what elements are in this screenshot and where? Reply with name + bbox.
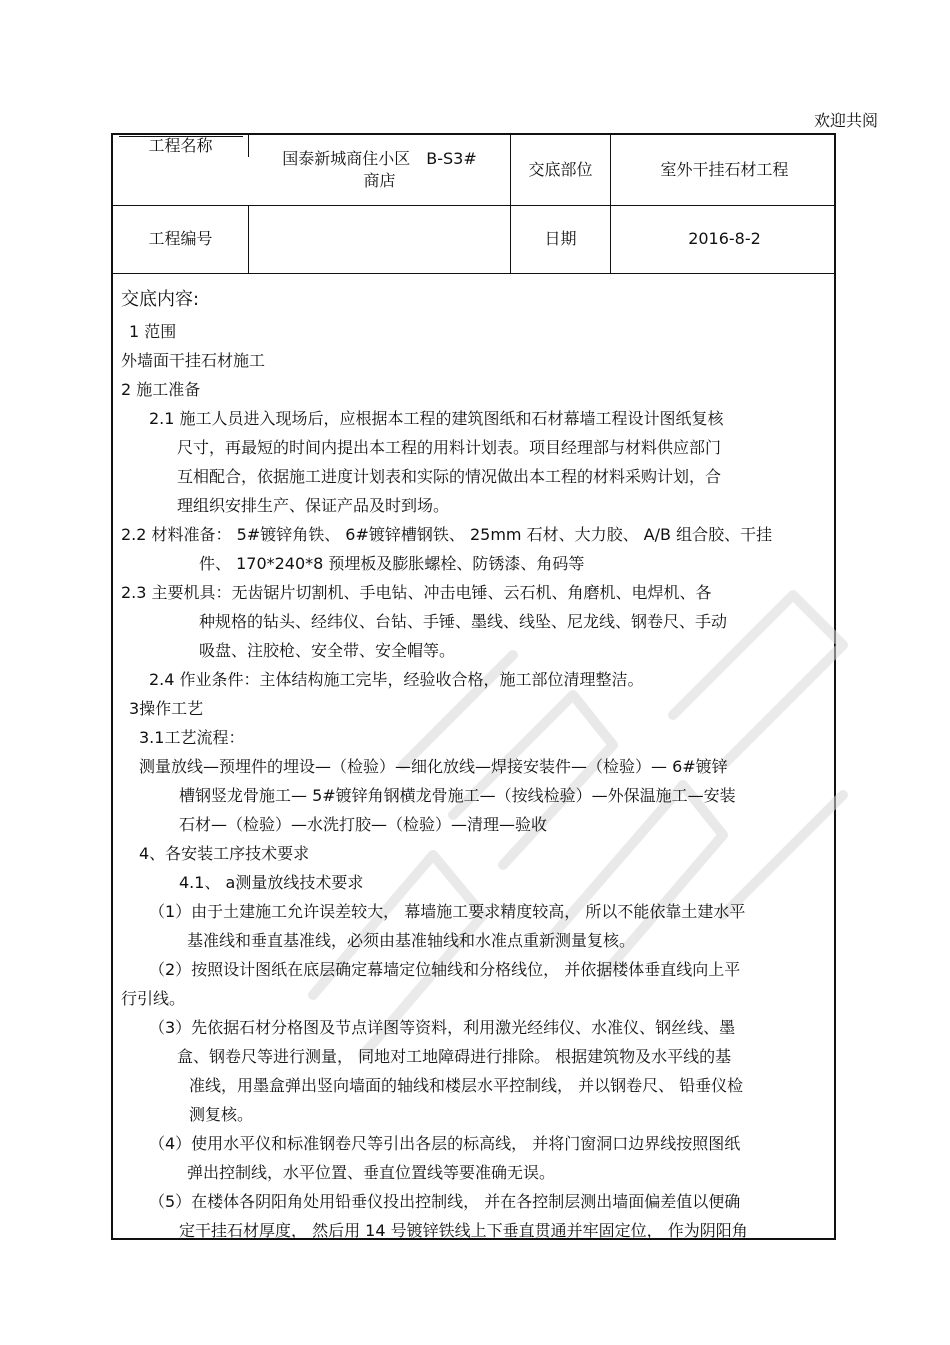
project-name-value-line2: 商店: [363, 171, 396, 190]
content-line: 吸盘、注胶枪、安全带、安全帽等。: [199, 641, 456, 660]
content-line: 外墙面干挂石材施工: [121, 351, 266, 370]
content-line: 准线，用墨盒弹出竖向墙面的轴线和楼层水平控制线， 并以钢卷尺、 铅垂仪检: [189, 1076, 744, 1095]
content-line: 2.4 作业条件：主体结构施工完毕，经验收合格，施工部位清理整洁。: [149, 670, 644, 689]
content-line: 2.1 施工人员进入现场后，应根据本工程的建筑图纸和石材幕墙工程设计图纸复核: [149, 409, 724, 428]
project-number-value: [249, 205, 511, 273]
content-line: 4、各安装工序技术要求: [139, 844, 310, 863]
date-label: 日期: [511, 205, 611, 273]
project-name-label: 工程名称: [148, 136, 213, 155]
content-line: （2）按照设计图纸在底层确定幕墙定位轴线和分格线位， 并依据楼体垂直线向上平: [149, 960, 741, 979]
content-line: 2 施工准备: [121, 380, 201, 399]
content-line: 尺寸，再最短的时间内提出本工程的用料计划表。项目经理部与材料供应部门: [177, 438, 722, 457]
content-line: 种规格的钻头、经纬仪、台钻、手锤、墨线、线坠、尼龙线、钢卷尺、手动: [199, 612, 728, 631]
content-line: 定干挂石材厚度， 然后用 14 号镀锌铁线上下垂直贯通并牢固定位， 作为阴阳角: [179, 1221, 748, 1240]
content-line: 测量放线—预埋件的埋设—（检验）—细化放线—焊接安装件—（检验）— 6#镀锌: [139, 757, 728, 776]
content-line: 件、 170*240*8 预埋板及膨胀螺栓、防锈漆、角码等: [199, 554, 585, 573]
content-line: （1）由于土建施工允许误差较大， 幕墙施工要求精度较高， 所以不能依靠土建水平: [149, 902, 746, 921]
content-line: （4）使用水平仪和标准钢卷尺等引出各层的标高线， 并将门窗洞口边界线按照图纸: [149, 1134, 741, 1153]
content-line: 测复核。: [189, 1105, 254, 1124]
disclosure-part-label: 交底部位: [511, 135, 611, 205]
content-line: 行引线。: [121, 989, 186, 1008]
content-line: 2.3 主要机具：无齿锯片切割机、手电钻、冲击电锤、云石机、角磨机、电焊机、各: [121, 583, 712, 602]
content-line: 槽钢竖龙骨施工— 5#镀锌角钢横龙骨施工—（按线检验）—外保温施工—安装: [179, 786, 736, 805]
content-line: 弹出控制线，水平位置、垂直位置线等要准确无误。: [187, 1163, 556, 1182]
disclosure-part-value: 室外干挂石材工程: [660, 160, 789, 179]
content-line: 3.1工艺流程：: [139, 728, 245, 747]
project-name-label-cell: [113, 135, 249, 157]
disclosure-content: [113, 275, 834, 1238]
content-line: 石材—（检验）—水洗打胶—（检验）—清理—验收: [179, 815, 548, 834]
header-note: 欢迎共阅: [813, 111, 878, 130]
content-line: 理组织安排生产、保证产品及时到场。: [177, 496, 450, 515]
content-line: 盒、钢卷尺等进行测量， 同地对工地障碍进行排除。 根据建筑物及水平线的基: [177, 1047, 732, 1066]
disclosure-sheet: [111, 133, 836, 1240]
label-underline: [119, 136, 243, 137]
table-row-1: [113, 135, 834, 206]
content-line: 互相配合，依据施工进度计划表和实际的情况做出本工程的材料采购计划，合: [177, 467, 722, 486]
project-number-label: 工程编号: [113, 205, 249, 273]
content-line: 1 范围: [129, 322, 177, 341]
date-value: 2016-8-2: [688, 229, 761, 248]
content-line: 2.2 材料准备： 5#镀锌角铁、 6#镀锌槽钢铁、 25mm 石材、大力胶、 A/B 组合胶、干挂: [121, 525, 773, 544]
table-row-2: [113, 205, 834, 274]
content-heading: 交底内容:: [121, 289, 200, 310]
content-line: （5）在楼体各阴阳角处用铅垂仪投出控制线， 并在各控制层测出墙面偏差值以便确: [149, 1192, 741, 1211]
content-line: 基准线和垂直基准线，必须由基准轴线和水准点重新测量复核。: [187, 931, 636, 950]
project-name-value-cell: [249, 135, 511, 205]
content-line: 3操作工艺: [129, 699, 204, 718]
project-name-value-line1: 国泰新城商住小区 B-S3#: [282, 149, 477, 168]
content-line: （3）先依据石材分格图及节点详图等资料，利用激光经纬仪、水准仪、钢丝线、墨: [149, 1018, 736, 1037]
content-line: 4.1、 a测量放线技术要求: [179, 873, 364, 892]
